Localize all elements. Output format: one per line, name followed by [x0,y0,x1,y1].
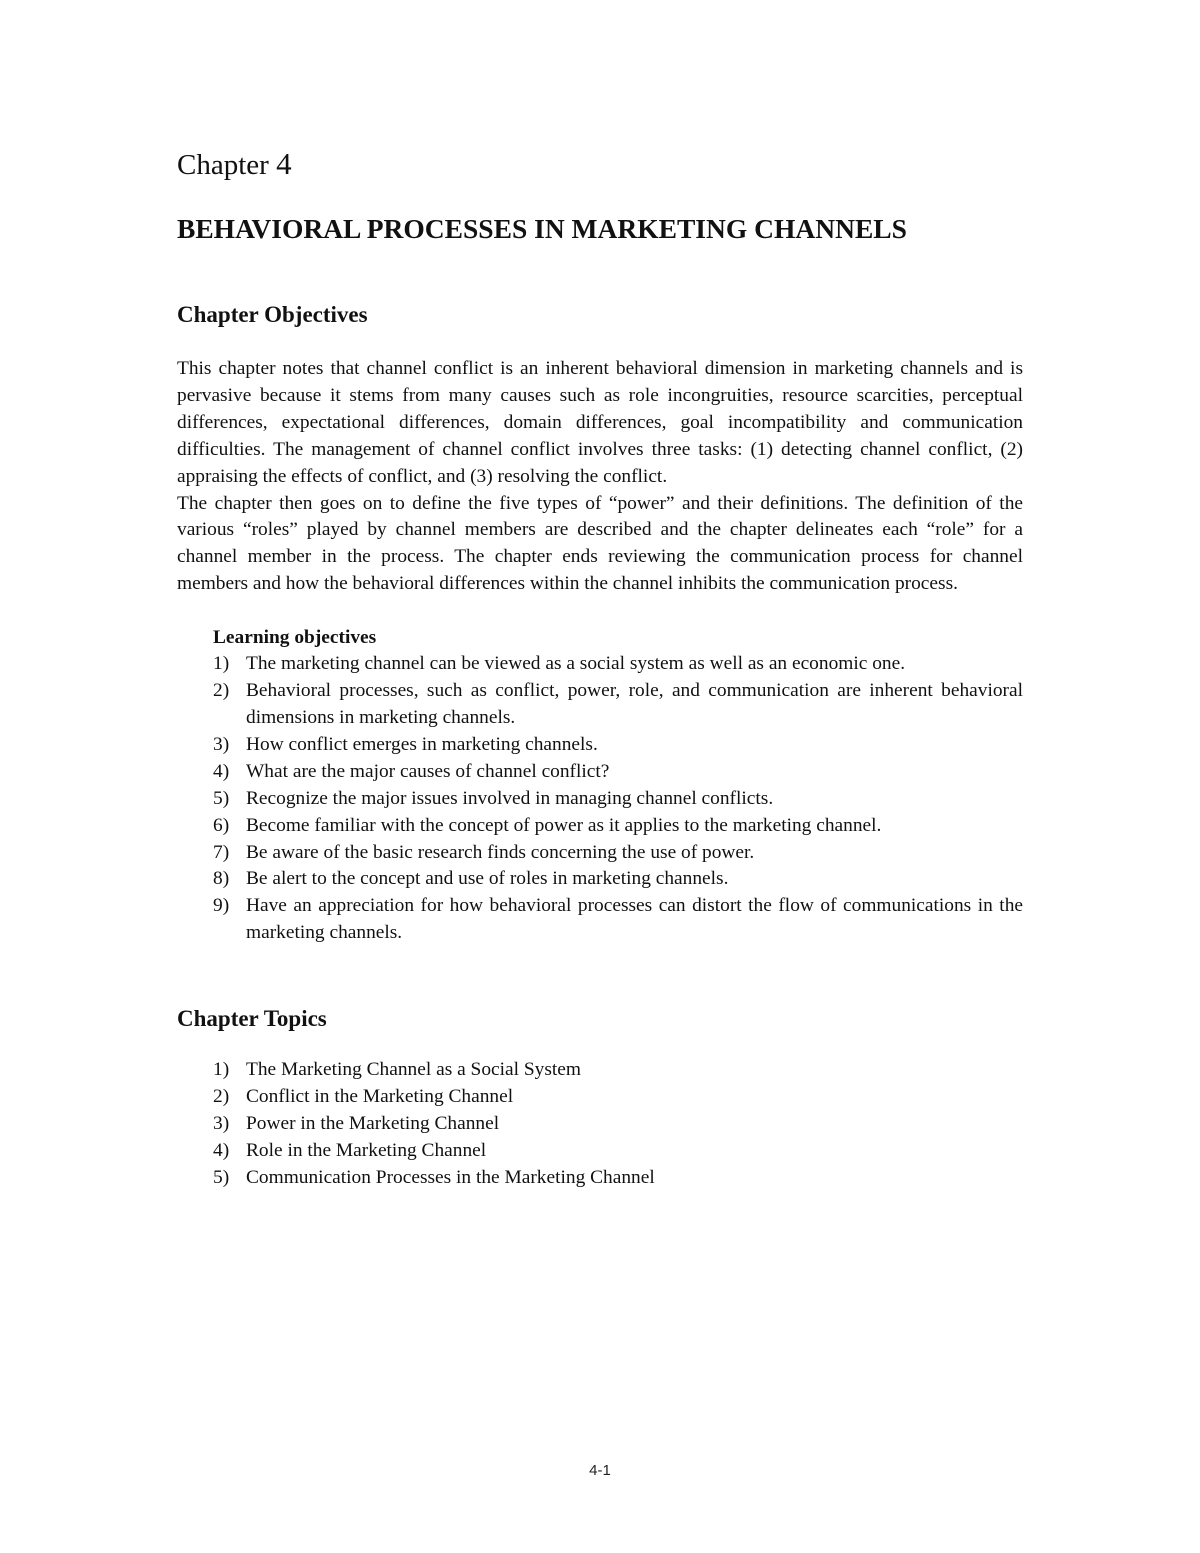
list-marker: 5) [213,1166,230,1188]
list-marker: 7) [213,841,230,863]
topic-item [213,1165,1023,1192]
list-marker: 2) [213,1086,230,1108]
learning-objective-item [213,759,1023,786]
learning-objective-text: Recognize the major issues involved in managing channel conflicts. [246,787,774,809]
list-marker: 9) [213,895,230,917]
objectives-paragraph-2: The chapter then goes on to define the five types of “power” and their definitions. The definition of the various “roles” played by channel members are described and the chapter delineates each “role” for a channel member in the process. The chapter ends reviewing the communication process for channel members and how the behavioral differences within the channel inhibits the communication process. [177,492,1023,595]
list-marker: 2) [213,680,230,702]
learning-objective-text: Be alert to the concept and use of roles in marketing channels. [246,868,729,890]
list-marker: 4) [213,1139,230,1161]
learning-objective-text: What are the major causes of channel conflict? [246,760,610,782]
chapter-title: BEHAVIORAL PROCESSES IN MARKETING CHANNELS [177,213,907,244]
chapter-label [177,144,1023,185]
chapter-topics-list [213,1057,1023,1192]
objectives-paragraph-1: This chapter notes that channel conflict is an inherent behavioral dimension in marketing channels and is pervasive because it stems from many causes such as role incongruities, resource scarcities, perceptual differences, expectational differences, domain differences, goal incompatibility and communication difficulties. The management of channel conflict involves three tasks: (1) detecting channel conflict, (2) appraising the effects of conflict, and (3) resolving the conflict. [177,358,1023,487]
learning-objective-item [213,732,1023,759]
chapter-topics-heading: Chapter Topics [177,1006,327,1032]
page-content [177,144,1023,1192]
learning-objective-text: How conflict emerges in marketing channels. [246,733,598,755]
learning-objective-text: Have an appreciation for how behavioral processes can distort the flow of communications in the marketing channels. [246,895,1023,944]
learning-objective-text: Behavioral processes, such as conflict, power, role, and communication are inherent behavioral dimensions in marketing channels. [246,680,1023,728]
list-marker: 5) [213,787,230,809]
learning-objective-item [213,786,1023,813]
list-marker: 3) [213,1112,230,1134]
topic-text: Communication Processes in the Marketing Channel [246,1166,655,1188]
learning-objective-item [213,866,1023,893]
learning-objective-item [213,840,1023,867]
list-marker: 1) [213,1059,230,1081]
topic-text: Role in the Marketing Channel [246,1139,487,1161]
list-marker: 3) [213,733,230,755]
chapter-label-text: Chapter [177,149,269,181]
chapter-number: 4 [276,146,292,181]
topic-item [213,1138,1023,1165]
list-marker: 1) [213,653,230,675]
learning-objective-item [213,893,1023,947]
learning-objective-item [213,813,1023,840]
learning-objectives-list [213,651,1023,947]
topic-item [213,1057,1023,1084]
learning-objective-text: Be aware of the basic research finds concerning the use of power. [246,841,755,863]
list-marker: 6) [213,814,230,836]
learning-objectives-section [177,624,1023,947]
learning-objectives-heading: Learning objectives [213,627,377,649]
page-number: 4-1 [589,1462,611,1479]
list-marker: 4) [213,760,230,782]
learning-objective-item [213,651,1023,678]
learning-objective-text: Become familiar with the concept of power as it applies to the marketing channel. [246,814,882,836]
learning-objective-text: The marketing channel can be viewed as a social system as well as an economic one. [246,653,906,675]
chapter-objectives-heading: Chapter Objectives [177,302,368,327]
learning-objective-item [213,678,1023,732]
topic-text: Power in the Marketing Channel [246,1112,500,1134]
list-marker: 8) [213,868,230,890]
chapter-topics-section [177,1057,1023,1192]
topic-item [213,1111,1023,1138]
topic-text: Conflict in the Marketing Channel [246,1086,514,1108]
topic-item [213,1084,1023,1111]
topic-text: The Marketing Channel as a Social System [246,1059,581,1081]
